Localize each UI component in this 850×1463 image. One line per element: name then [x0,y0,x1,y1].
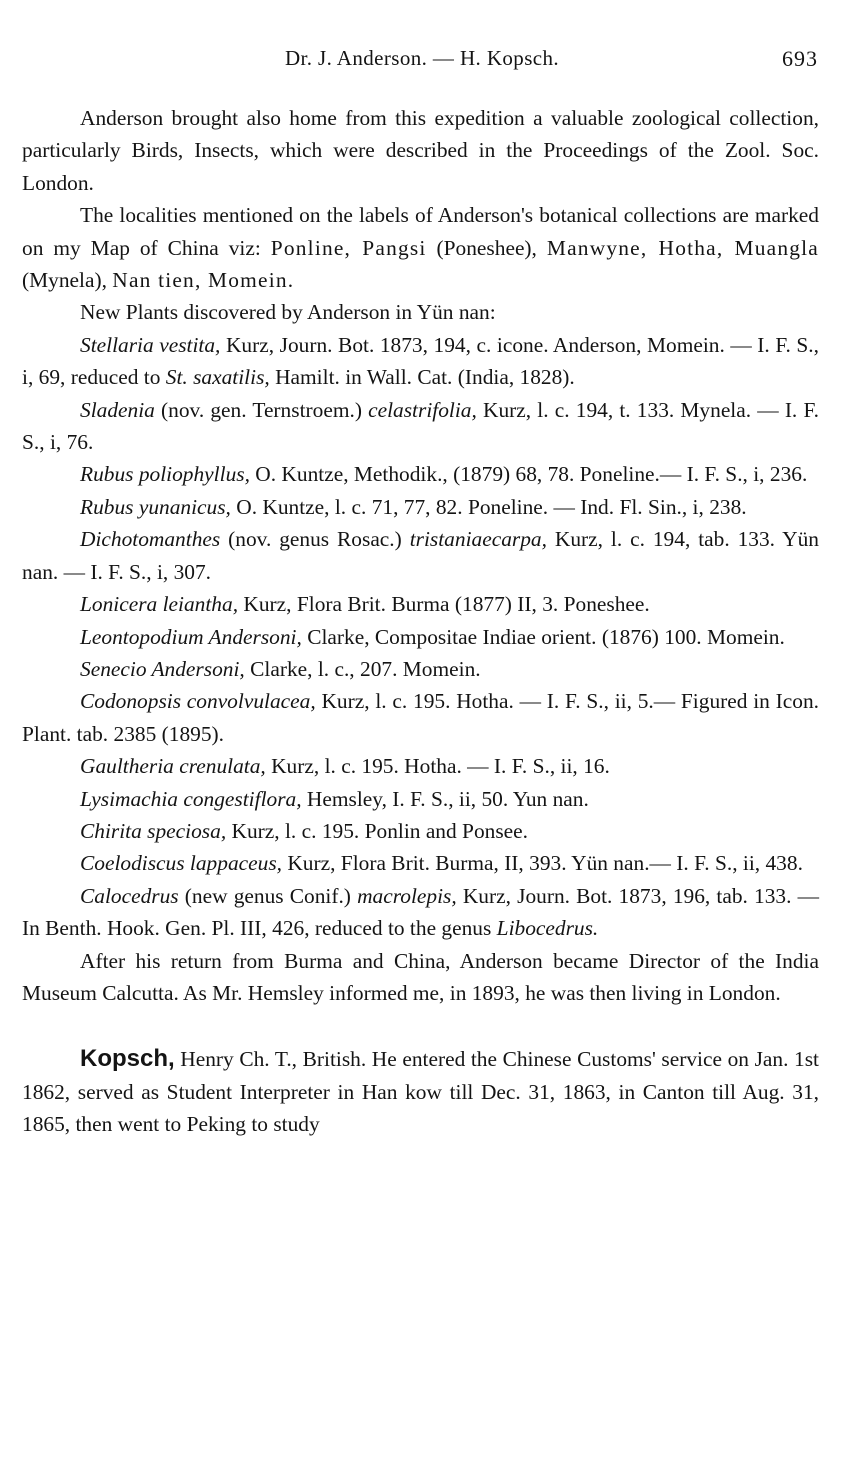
plant-entry: Dichotomanthes (nov. genus Rosac.) tristaniaecarpa, Kurz, l. c. 194, tab. 133. Yün nan. — I. F. S., i, 307. [22,527,819,584]
plant-entry: Stellaria vestita, Kurz, Journ. Bot. 1873, 194, c. icone. Anderson, Momein. — I. F. S., i, 69, reduced to St. saxatilis, Hamilt. in Wall. Cat. (India, 1828). [22,332,819,390]
entry-name: Kopsch, [80,1045,175,1073]
paragraph-closing: After his return from Burma and China, Anderson became Director of the India Museum Calcutta. As Mr. Hemsley informed me, in 1893, he was then living in London. [22,948,819,1005]
plant-entry: Calocedrus (new genus Conif.) macrolepis, Kurz, Journ. Bot. 1873, 196, tab. 133. — In Benth. Hook. Gen. Pl. III, 426, reduced to the genus Libocedrus. [22,883,819,941]
plant-entry: Rubus poliophyllus, O. Kuntze, Methodik., (1879) 68, 78. Poneline.— I. F. S., i, 236. [80,462,808,487]
body-text [22,102,819,1141]
paragraph-new-plants-heading: New Plants discovered by Anderson in Yün nan: [80,300,496,325]
plant-entry: Leontopodium Andersoni, Clarke, Compositae Indiae orient. (1876) 100. Momein. [80,624,785,649]
plant-entry: Senecio Andersoni, Clarke, l. c., 207. Momein. [80,656,481,681]
section-gap [22,1009,819,1043]
running-title: Dr. J. Anderson. — H. Kopsch. [284,46,560,70]
plant-entry: Codonopsis convolvulacea, Kurz, l. c. 195. Hotha. — I. F. S., ii, 5.— Figured in Icon. Plant. tab. 2385 (1895). [22,689,819,746]
plant-entry: Lysimachia congestiflora, Hemsley, I. F. S., ii, 50. Yun nan. [80,786,589,811]
paragraph-kopsch-entry: Kopsch, Henry Ch. T., British. He entered the Chinese Customs' service on Jan. 1st 1862, served as Student Interpreter in Han kow till Dec. 31, 1863, in Canton till Aug. 31, 1865, then went to Peking to study [22,1045,819,1137]
page-number: 693 [782,46,818,71]
paragraph-localities: The localities mentioned on the labels of Anderson's botanical collections are marked on my Map of China viz: Ponline, Pangsi (Poneshee), Manwyne, Hotha, Muangla (Mynela), Nan tien, Momein. [22,203,819,293]
paragraph-zoological-collection: Anderson brought also home from this expedition a valuable zoological collection, particularly Birds, Insects, which were described in the Proceedings of the Zool. Soc. London. [22,106,819,195]
plant-entry: Lonicera leiantha, Kurz, Flora Brit. Burma (1877) II, 3. Poneshee. [80,592,650,617]
plant-entry: Rubus yunanicus, O. Kuntze, l. c. 71, 77, 82. Poneline. — Ind. Fl. Sin., i, 238. [80,494,747,519]
plant-entry: Sladenia (nov. gen. Ternstroem.) celastrifolia, Kurz, l. c. 194, t. 133. Mynela. — I. F. S., i, 76. [22,397,819,455]
page-header [22,46,822,80]
plant-entry: Chirita speciosa, Kurz, l. c. 195. Ponlin and Ponsee. [80,818,528,843]
plant-entry: Coelodiscus lappaceus, Kurz, Flora Brit. Burma, II, 393. Yün nan.— I. F. S., ii, 438. [80,851,803,876]
plant-entry: Gaultheria crenulata, Kurz, l. c. 195. Hotha. — I. F. S., ii, 16. [80,754,610,779]
